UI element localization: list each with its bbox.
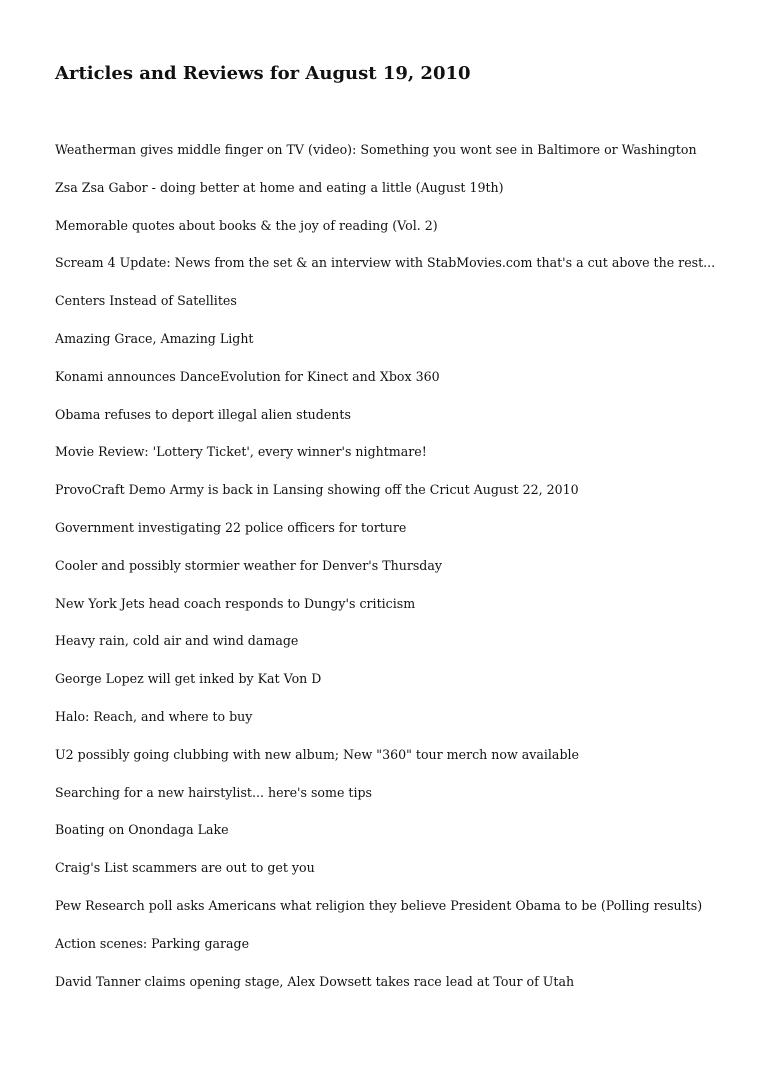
article-link[interactable]: Searching for a new hairstylist... here's some tips <box>55 784 373 800</box>
article-link[interactable]: New York Jets head coach responds to Dungy's criticism <box>55 595 416 611</box>
article-link[interactable]: Boating on Onondaga Lake <box>55 822 229 838</box>
article-link[interactable]: Movie Review: 'Lottery Ticket', every winner's nightmare! <box>55 444 427 460</box>
article-link[interactable]: Obama refuses to deport illegal alien students <box>55 406 351 422</box>
article-link[interactable]: Halo: Reach, and where to buy <box>55 708 253 724</box>
article-link[interactable]: Cooler and possibly stormier weather for Denver's Thursday <box>55 557 442 573</box>
article-link[interactable]: U2 possibly going clubbing with new album; New "360" tour merch now available <box>55 746 579 762</box>
page-title: Articles and Reviews for August 19, 2010 <box>55 63 471 84</box>
article-link[interactable]: Amazing Grace, Amazing Light <box>55 330 254 346</box>
article-link[interactable]: Government investigating 22 police officers for torture <box>55 519 407 535</box>
article-link[interactable]: Konami announces DanceEvolution for Kinect and Xbox 360 <box>55 368 440 384</box>
article-link[interactable]: David Tanner claims opening stage, Alex Dowsett takes race lead at Tour of Utah <box>55 973 575 989</box>
article-link[interactable]: Heavy rain, cold air and wind damage <box>55 633 299 649</box>
article-link[interactable]: ProvoCraft Demo Army is back in Lansing showing off the Cricut August 22, 2010 <box>55 482 579 498</box>
article-link[interactable]: Action scenes: Parking garage <box>55 935 250 951</box>
article-link[interactable]: Zsa Zsa Gabor - doing better at home and eating a little (August 19th) <box>55 179 504 195</box>
article-link[interactable]: Pew Research poll asks Americans what religion they believe President Obama to be (Polling results) <box>55 897 703 913</box>
article-list <box>55 141 720 1010</box>
article-link[interactable]: Scream 4 Update: News from the set & an interview with StabMovies.com that's a cut above the rest... <box>55 255 716 271</box>
article-link[interactable]: Weatherman gives middle finger on TV (video): Something you wont see in Baltimore or Washington <box>55 142 697 157</box>
article-link[interactable]: George Lopez will get inked by Kat Von D <box>55 671 322 687</box>
article-link[interactable]: Craig's List scammers are out to get you <box>55 860 315 876</box>
article-link[interactable]: Memorable quotes about books & the joy of reading (Vol. 2) <box>55 217 438 233</box>
article-link[interactable]: Centers Instead of Satellites <box>55 293 237 309</box>
